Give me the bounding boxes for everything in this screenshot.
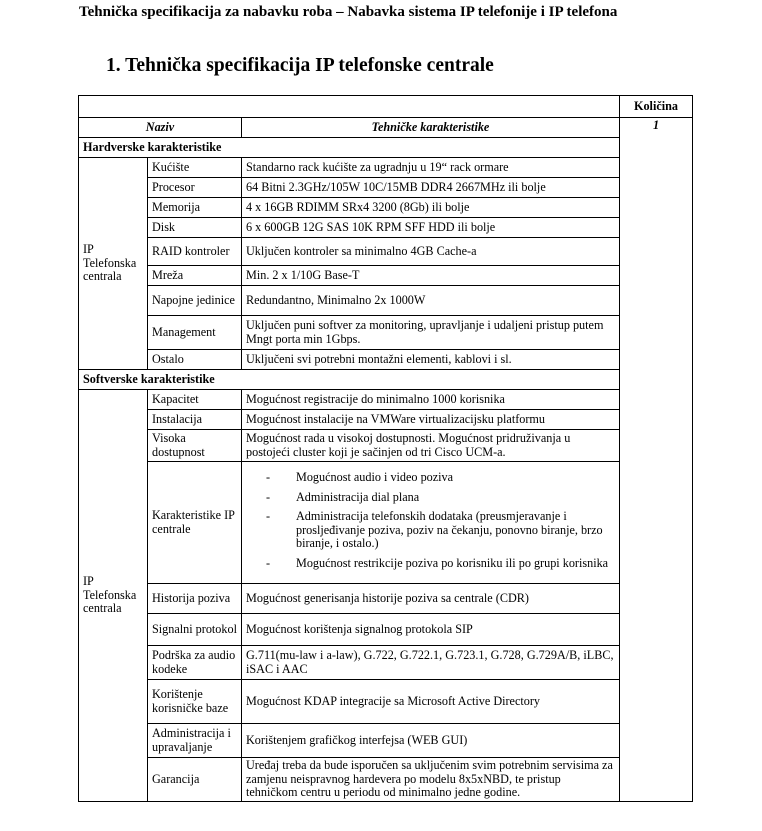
feature-list-item: - Administracija telefonskih dodataka (preusmjeravanje i prosljeđivanje poziva, poziv na čekanju, ponovno biranje, brzo biranje, i ostalo.) (266, 510, 615, 551)
software-value: Korištenjem grafičkog interfejsa (WEB GUI) (242, 724, 620, 758)
header-naziv: Naziv (79, 118, 242, 138)
software-name: Korištenje korisničke baze (148, 680, 242, 724)
hardware-row (79, 218, 693, 238)
hardware-value: 6 x 600GB 12G SAS 10K RPM SFF HDD ili bolje (242, 218, 620, 238)
hardware-row (79, 158, 693, 178)
hardware-name: Procesor (148, 178, 242, 198)
hardware-value: Min. 2 x 1/10G Base-T (242, 266, 620, 286)
kolicina-value: 1 (620, 118, 693, 802)
header-kolicina: Količina (620, 96, 693, 118)
software-row (79, 614, 693, 646)
software-name: Karakteristike IP centrale (148, 462, 242, 584)
feature-list-item: - Mogućnost restrikcije poziva po korisniku ili po grupi korisnika (266, 557, 615, 571)
feature-list (246, 471, 615, 570)
feature-list-item: - Mogućnost audio i video poziva (266, 471, 615, 485)
hardware-row (79, 350, 693, 370)
software-row (79, 462, 693, 584)
software-value: G.711(mu-law i a-law), G.722, G.722.1, G.723.1, G.728, G.729A/B, iLBC, iSAC i AAC (242, 646, 620, 680)
software-row (79, 724, 693, 758)
software-row (79, 430, 693, 462)
hardware-row (79, 286, 693, 316)
table-header-row (79, 96, 693, 118)
hardware-row (79, 178, 693, 198)
hardware-value: Uključen puni softver za monitoring, upravljanje i udaljeni pristup putem Mngt porta min 1Gbps. (242, 316, 620, 350)
hardware-name: Ostalo (148, 350, 242, 370)
hardware-section-title-row (79, 138, 693, 158)
software-value: Mogućnost KDAP integracije sa Microsoft Active Directory (242, 680, 620, 724)
software-value: Mogućnost instalacije na VMWare virtualizacijsku platformu (242, 410, 620, 430)
software-name: Visoka dostupnost (148, 430, 242, 462)
software-name: Administracija i upravaljanje (148, 724, 242, 758)
software-value: Mogućnost generisanja historije poziva sa centrale (CDR) (242, 584, 620, 614)
column-header-row (79, 118, 693, 138)
software-value: Uređaj treba da bude isporučen sa uključenim svim potrebnim servisima za zamjenu neispravnog hardevera po modelu 8x5xNBD, te pristup tehničkom centru u periodu od minimalno jedne godine. (242, 758, 620, 802)
hardware-name: Management (148, 316, 242, 350)
software-name: Podrška za audio kodeke (148, 646, 242, 680)
hardware-row (79, 316, 693, 350)
software-value: Mogućnost registracije do minimalno 1000 korisnika (242, 390, 620, 410)
software-name: Garancija (148, 758, 242, 802)
hardware-row (79, 238, 693, 266)
specification-table (78, 95, 693, 802)
software-name: Signalni protokol (148, 614, 242, 646)
hardware-value: Standarno rack kućište za ugradnju u 19“ rack ormare (242, 158, 620, 178)
software-section-title-row (79, 370, 693, 390)
software-name: Kapacitet (148, 390, 242, 410)
header-tehnicke-karakteristike: Tehničke karakteristike (242, 118, 620, 138)
hardware-value: Redundantno, Minimalno 2x 1000W (242, 286, 620, 316)
hardware-value: Uključen kontroler sa minimalno 4GB Cache-a (242, 238, 620, 266)
software-row (79, 584, 693, 614)
software-value (242, 462, 620, 584)
hardware-value: 64 Bitni 2.3GHz/105W 10C/15MB DDR4 2667MHz ili bolje (242, 178, 620, 198)
section-title: 1. Tehnička specifikacija IP telefonske centrale (106, 55, 494, 76)
hardware-section-title: Hardverske karakteristike (79, 138, 620, 158)
software-row (79, 758, 693, 802)
hardware-name: Mreža (148, 266, 242, 286)
hardware-value: Uključeni svi potrebni montažni elementi, kablovi i sl. (242, 350, 620, 370)
software-row (79, 680, 693, 724)
hardware-row (79, 266, 693, 286)
feature-list-item: - Administracija dial plana (266, 491, 615, 505)
software-row (79, 390, 693, 410)
software-value: Mogućnost rada u visokoj dostupnosti. Mogućnost pridruživanja u postojeći cluster koji je sačinjen od tri Cisco UCM-a. (242, 430, 620, 462)
hardware-row (79, 198, 693, 218)
software-row (79, 410, 693, 430)
software-row (79, 646, 693, 680)
hardware-name: Kućište (148, 158, 242, 178)
software-value: Mogućnost korištenja signalnog protokola SIP (242, 614, 620, 646)
hardware-name: Disk (148, 218, 242, 238)
hardware-value: 4 x 16GB RDIMM SRx4 3200 (8Gb) ili bolje (242, 198, 620, 218)
hardware-name: Napojne jedinice (148, 286, 242, 316)
header-empty-cell (79, 96, 620, 118)
document-title: Tehnička specifikacija za nabavku roba – Nabavka sistema IP telefonije i IP telefona (79, 4, 618, 20)
hardware-name: Memorija (148, 198, 242, 218)
software-name: Historija poziva (148, 584, 242, 614)
hardware-group-label: IP Telefonska centrala (79, 158, 148, 370)
software-group-label: IP Telefonska centrala (79, 390, 148, 802)
hardware-name: RAID kontroler (148, 238, 242, 266)
software-section-title: Softverske karakteristike (79, 370, 620, 390)
software-name: Instalacija (148, 410, 242, 430)
